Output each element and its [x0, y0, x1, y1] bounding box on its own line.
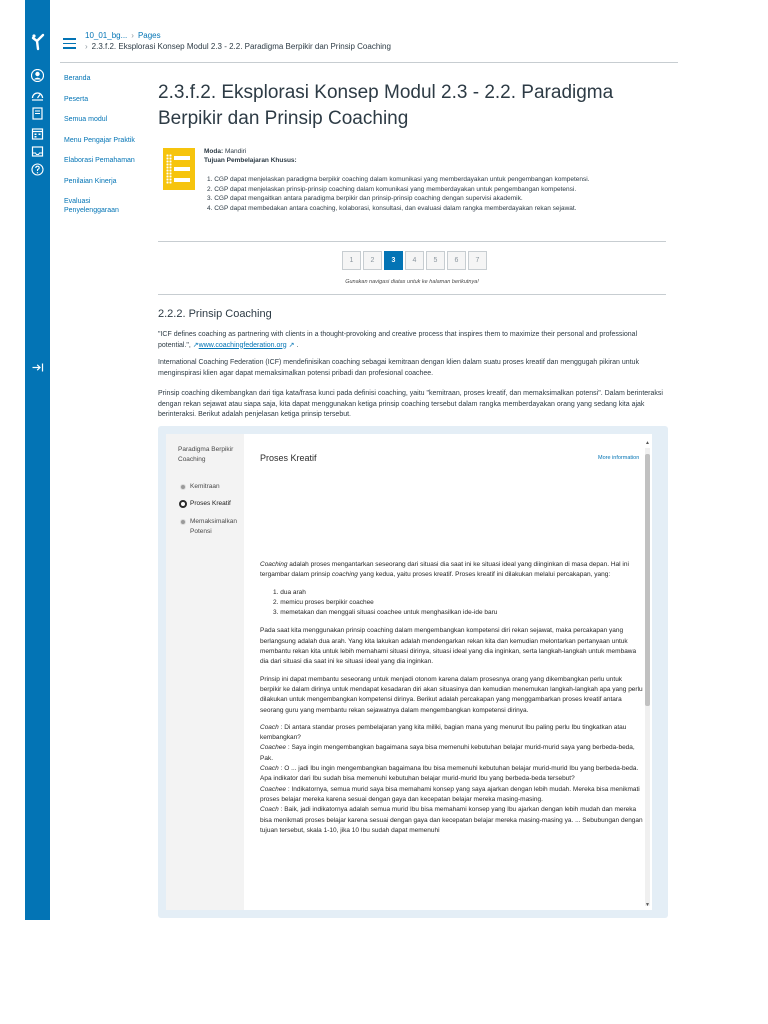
text: yang kedua, yaitu proses kreatif. Proses kreatif ini dilakukan melalui percakapan, yang:	[357, 571, 611, 579]
process-list	[260, 588, 645, 619]
page-button-5[interactable]: 5	[426, 251, 445, 270]
learning-goal: 2. CGP dapat menjelaskan prinsip-prinsip coaching dalam komunikasi yang memberdayakan untuk pengembangan kompetensi.	[207, 185, 577, 193]
breadcrumb-course[interactable]: 10_01_bg...	[85, 31, 128, 40]
nav-elaborasi-pemahaman[interactable]: Elaborasi Pemahaman	[64, 157, 135, 164]
speaker: Coachee	[260, 785, 287, 793]
dialogue-line	[260, 785, 645, 806]
learning-goals-list	[207, 175, 662, 213]
h5p-scrollbar-thumb[interactable]	[645, 454, 650, 706]
speaker: Coachee	[260, 744, 287, 752]
nav-semua-modul[interactable]: Semua modul	[64, 116, 108, 123]
moda-label: Moda:	[204, 148, 224, 155]
step-kemitraan[interactable]	[178, 482, 244, 492]
page-button-3-current[interactable]: 3	[384, 251, 403, 270]
h5p-embed	[158, 426, 668, 918]
moda-value: Mandiri	[224, 148, 247, 155]
page-title: 2.3.f.2. Eksplorasi Konsep Modul 2.3 - 2.2. Paradigma Berpikir dan Prinsip Coaching	[158, 82, 614, 129]
breadcrumb-separator-icon: ›	[131, 31, 134, 40]
step-label: Kemitraan	[190, 483, 220, 490]
divider	[158, 241, 666, 242]
more-information-link[interactable]: More information	[598, 455, 640, 461]
intro-paragraph	[260, 560, 645, 581]
logo-icon[interactable]	[25, 30, 50, 54]
text: adalah proses mengantarkan seseorang dari situasi dia saat ini ke situasi ideal yang diinginkan di masa depan. Hal ini tergambar dalam prinsip	[260, 561, 629, 579]
h5p-step-sidebar	[166, 434, 244, 910]
utterance: : O ... jadi Ibu ingin mengembangkan bagaimana Ibu bisa memenuhi kebutuhan belajar murid-murid Ibu yang berbeda-beda. Apa indikator dari Ibu sudah bisa memenuhi kebutuhan belajar murid-murid Ibu yang berbeda-beda tersebut?	[260, 765, 639, 783]
utterance: : Saya ingin mengembangkan bagaimana saya bisa memenuhi kebutuhan belajar murid-murid saya yang berbeda-beda, Pak.	[260, 744, 635, 762]
breadcrumb-current: 2.3.f.2. Eksplorasi Konsep Modul 2.3 - 2.2. Paradigma Berpikir dan Prinsip Coaching	[91, 42, 391, 51]
utterance: : Di antara standar proses pembelajaran yang kita miliki, bagian mana yang menurut Ibu paling perlu Ibu tingkatkan atau kembangkan?	[260, 723, 627, 742]
course-navigation	[64, 75, 144, 227]
utterance: : Baik, jadi indikatornya adalah semua murid Ibu bisa memahami konsep yang Ibu ajarkan dengan lebih mudah dan mereka bisa menikmati proses belajar karena sesuai dengan gaya dan kecepatan belajar mereka masing-masing ya. ... Sebubungan dengan tujuan tersebut, skala 1-10, jika 10 Ibu sudah dapat memenuhi	[260, 806, 643, 834]
icf-quote: "ICF defines coaching as partnering with clients in a thought-provoking and creative process that inspires them to maximize their personal and professional potential.", ↗www.coachingfederation.org ↗ .	[158, 331, 638, 349]
pagination-hint: Gunakan navigasi diatas untuk ke halaman berikutnya!	[345, 279, 479, 285]
help-icon[interactable]	[25, 160, 50, 178]
inbox-icon[interactable]	[25, 142, 50, 160]
term: coaching	[331, 571, 358, 579]
h5p-sidebar-title: Paradigma Berpikir Coaching	[178, 446, 234, 463]
account-icon[interactable]	[25, 66, 50, 84]
step-memaksimalkan-potensi[interactable]	[178, 517, 244, 537]
module-badge-icon	[163, 148, 195, 190]
global-nav-rail	[25, 0, 50, 920]
nav-evaluasi-penyelenggaraan[interactable]: Evaluasi Penyelenggaraan	[64, 198, 119, 214]
list-item: 1. dua arah	[273, 588, 306, 596]
list-item: 3. memetakan dan menggali situasi coachee untuk menghasilkan ide-ide baru	[273, 609, 498, 617]
page-button-4[interactable]: 4	[405, 251, 424, 270]
step-label: Proses Kreatif	[190, 500, 231, 507]
h5p-pane-title: Proses Kreatif	[260, 453, 317, 463]
header-divider	[60, 62, 678, 63]
step-dot-icon	[180, 484, 186, 490]
tujuan-label: Tujuan Pembelajaran Khusus:	[204, 157, 297, 164]
calendar-icon[interactable]	[25, 124, 50, 142]
principles-intro-paragraph: Prinsip coaching dikembangkan dari tiga kata/frasa kunci pada definisi coaching, yaitu "kemitraan, proses kreatif, dan memaksimalkan potensi". Dalam berinteraksi dengan rekan sejawat atau siapa saja, kita dapat menggunakan ketiga prinsip coaching tersebut dalam rangka memberdayakan orang yang sedang kita ajak berinteraksi. Berikut adalah penjelasan ketiga prinsip tersebut.	[158, 390, 663, 418]
step-dot-icon	[180, 519, 186, 525]
speaker: Coach	[260, 765, 279, 773]
pagination	[342, 251, 489, 270]
h5p-content	[166, 434, 652, 910]
breadcrumb-pages[interactable]: Pages	[137, 31, 161, 40]
quote-text: "ICF defines coaching as partnering with clients in a thought-provoking and creative process that inspires them to maximize their personal and professional potential.",	[158, 331, 638, 349]
icf-definition-paragraph: International Coaching Federation (ICF) mendefinisikan coaching sebagai kemitraan dengan klien dalam suatu proses kreatif dan menggugah pikiran untuk menginspirasi klien agar dapat memaksimalkan potensi pribadi dan profesional coachee.	[158, 359, 639, 377]
page-button-1[interactable]: 1	[342, 251, 361, 270]
nav-penilaian-kinerja[interactable]: Penilaian Kinerja	[64, 177, 117, 185]
breadcrumb-separator-icon: ›	[85, 42, 88, 51]
nav-peserta[interactable]: Peserta	[64, 95, 89, 103]
speaker: Coach	[260, 806, 279, 814]
learning-goal: 1. CGP dapat menjelaskan paradigma berpikir coaching dalam komunikasi yang memberdayakan untuk pengembangan kompetensi.	[207, 176, 590, 183]
body-paragraph: Pada saat kita menggunakan prinsip coaching dalam mengembangkan kompetensi diri rekan sejawat, maka percakapan yang berlangsung adalah dua arah. Yang kita lakukan adalah mendengarkan rekan kita dan kemudian melontarkan pertanyaan untuk membantu rekan kita untuk lebih memahami situasi dirinya, situasi ideal yang dia inginkan, serta langkah-langkah untuk membawa dia dari situasi dia saat ini ke situasi ideal yang dia inginkan.	[260, 627, 637, 666]
h5p-scrollbar[interactable]	[645, 448, 650, 906]
dialogue-line	[260, 743, 645, 764]
dialogue-line	[260, 764, 645, 785]
courses-icon[interactable]	[25, 104, 50, 122]
scroll-up-icon[interactable]: ▲	[645, 440, 650, 446]
page-button-7[interactable]: 7	[468, 251, 487, 270]
dialogue-line	[260, 805, 645, 836]
page-button-6[interactable]: 6	[447, 251, 466, 270]
dashboard-icon[interactable]	[25, 86, 50, 104]
moda-line	[204, 147, 246, 156]
expand-nav-icon[interactable]	[25, 358, 50, 376]
external-link-icon: ↗	[192, 341, 199, 349]
nav-menu-pengajar-praktik[interactable]: Menu Pengajar Praktik	[64, 136, 135, 144]
utterance: : Indikatornya, semua murid saya bisa memahami konsep yang saya ajarkan dengan lebih mudah. Mereka bisa menikmati proses belajar mereka karena sesuai dengan gaya dan kecepatan belajar mereka masing-masing.	[260, 785, 640, 803]
section-title: 2.2.2. Prinsip Coaching	[158, 308, 272, 320]
coaching-federation-link[interactable]: www.coachingfederation.org	[198, 341, 287, 349]
learning-goal: 3. CGP dapat mengaitkan antara paradigma berpikir dan prinsip-prinsip coaching dengan supervisi akademik.	[207, 195, 523, 202]
term: Coaching	[260, 561, 288, 568]
step-dot-current-icon	[179, 500, 187, 508]
h5p-pane-body	[260, 560, 645, 836]
body-paragraph: Prinsip ini dapat membantu seseorang untuk menjadi otonom karena dalam prosesnya orang yang dikembangkan perlu untuk berpikir ke dalam dirinya untuk mendapat kesadaran diri akan situasinya dan kemudian menemukan langkah-langkah apa yang perlu dilakukan untuk mengembangkan kompetensi dirinya. Berikut adalah percakapan yang menggambarkan proses kreatif antara seorang guru yang membantu rekan sejawatnya dalam mengembangkan kompetensi dirinya.	[260, 675, 643, 714]
learning-goal: 4. CGP dapat membedakan antara coaching, kolaborasi, konsultasi, dan evaluasi dalam rangka memberdayakan rekan sejawat.	[207, 204, 577, 212]
step-proses-kreatif[interactable]	[178, 499, 244, 509]
page-button-2[interactable]: 2	[363, 251, 382, 270]
speaker: Coach	[260, 723, 279, 731]
external-link-icon: ↗	[288, 341, 295, 349]
course-menu-toggle-icon[interactable]	[63, 38, 76, 48]
breadcrumb	[85, 30, 391, 52]
list-item: 2. memicu proses berpikir coachee	[273, 598, 374, 606]
scroll-down-icon[interactable]: ▼	[645, 902, 650, 908]
step-label: Memaksimalkan Potensi	[190, 518, 237, 535]
nav-beranda[interactable]: Beranda	[64, 75, 91, 82]
dialogue-line	[260, 723, 645, 744]
divider	[158, 294, 666, 295]
